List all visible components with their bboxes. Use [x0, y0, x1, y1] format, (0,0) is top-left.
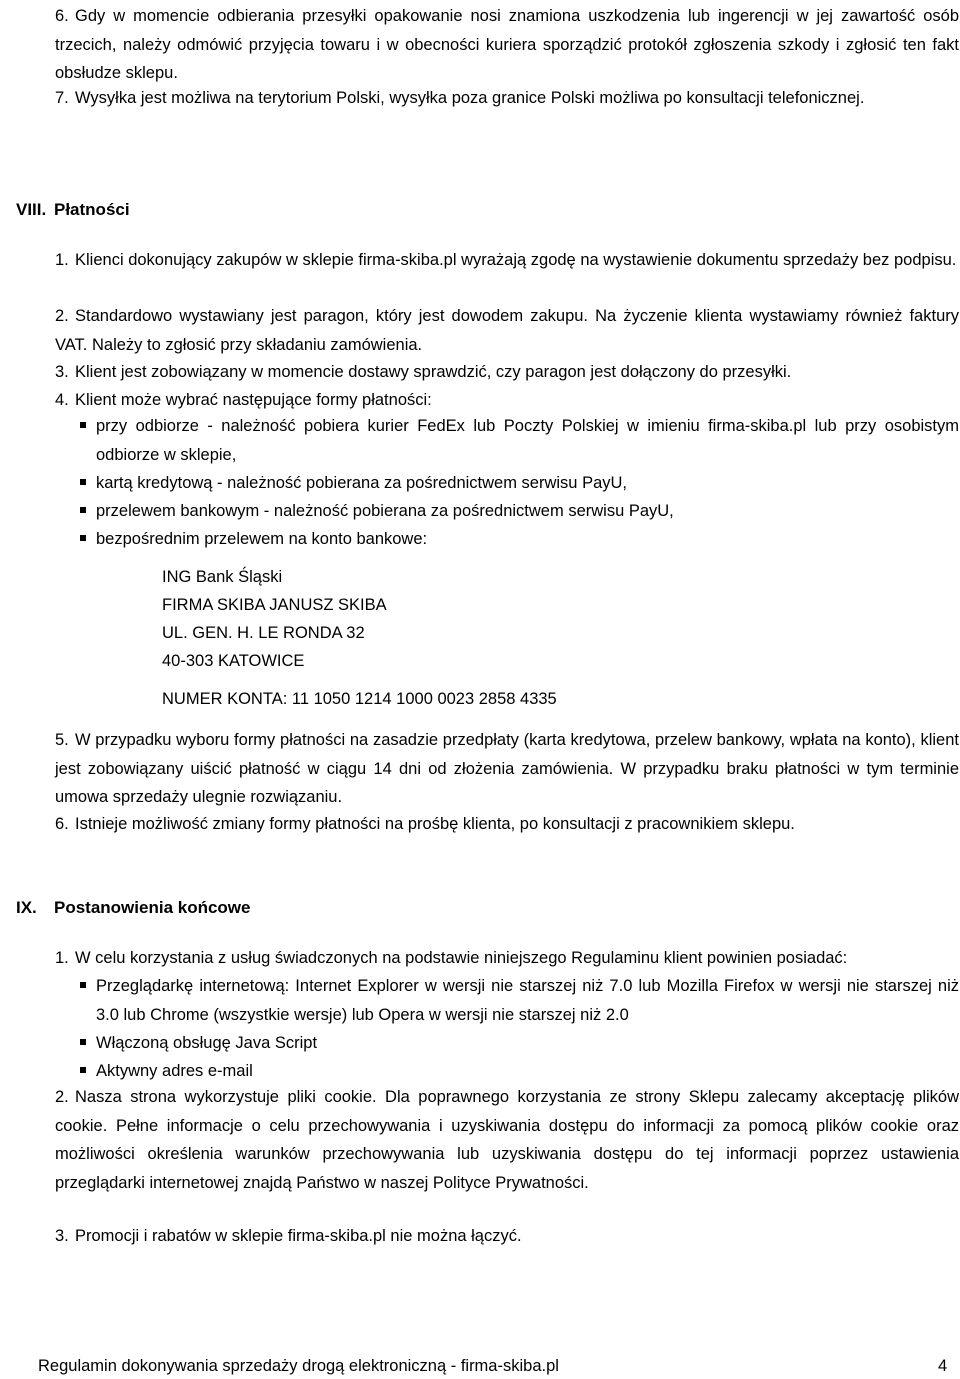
bullet-icon: [80, 479, 86, 485]
item-text: W celu korzystania z usług świadczonych na podstawie niniejszego Regulaminu klient powinien posiadać:: [75, 949, 848, 967]
bank-name: ING Bank Śląski: [162, 568, 283, 586]
payment-item-3: [55, 358, 959, 387]
item-number: 7.: [55, 89, 69, 107]
payment-option: przelewem bankowym - należność pobierana za pośrednictwem serwisu PayU,: [96, 502, 674, 520]
item-number: 1.: [55, 949, 69, 967]
footer-title: Regulamin dokonywania sprzedaży drogą elektroniczną - firma-skiba.pl: [38, 1357, 559, 1375]
item-number: 6.: [55, 7, 69, 25]
item-number: 2.: [55, 1088, 69, 1106]
bullet-icon: [80, 507, 86, 513]
bank-city: 40-303 KATOWICE: [162, 652, 305, 670]
bullet-icon: [80, 535, 86, 541]
payment-item-2: [55, 302, 959, 359]
item-text: Istnieje możliwość zmiany formy płatności na prośbę klienta, po konsultacji z pracownikiem sklepu.: [75, 815, 795, 833]
section-title: Postanowienia końcowe: [54, 898, 251, 917]
item-number: 1.: [55, 251, 69, 269]
page-number: 4: [938, 1357, 948, 1375]
requirement-item: Przeglądarkę internetową: Internet Explorer w wersji nie starszej niż 7.0 lub Mozilla Firefox w wersji nie starszej niż 3.0 lub Chrome (wszystkie wersje) lub Opera w wersji nie starszej niż 2.0: [96, 977, 959, 1024]
final-item-2: [55, 1083, 959, 1197]
item-number: 3.: [55, 1227, 69, 1245]
section-title: Płatności: [54, 200, 130, 219]
payment-option: kartą kredytową - należność pobierana za pośrednictwem serwisu PayU,: [96, 474, 627, 492]
payment-item-5: [55, 726, 959, 812]
item-text: Gdy w momencie odbierania przesyłki opakowanie nosi znamiona uszkodzenia lub ingerencji w jej zawartość osób trzecich, należy odmówić przyjęcia towaru i w obecności kuriera sporządzić protokół zgłoszenia szkody i zgłosić ten fakt obsłudze sklepu.: [55, 7, 959, 82]
account-number: NUMER KONTA: 11 1050 1214 1000 0023 2858 4335: [162, 690, 557, 708]
item-text: Wysyłka jest możliwa na terytorium Polski, wysyłka poza granice Polski możliwa po konsultacji telefonicznej.: [75, 89, 865, 107]
payment-item-1: [55, 246, 959, 275]
bullet-icon: [80, 422, 86, 428]
item-text: Promocji i rabatów w sklepie firma-skiba.pl nie można łączyć.: [75, 1227, 522, 1245]
item-number: 5.: [55, 731, 69, 749]
requirement-item: Włączoną obsługę Java Script: [96, 1034, 318, 1052]
payment-item-6: [55, 810, 959, 839]
requirement-item: Aktywny adres e-mail: [96, 1062, 253, 1080]
payment-option: przy odbiorze - należność pobiera kurier FedEx lub Poczty Polskiej w imieniu firma-skiba.pl lub przy osobistym odbiorze w sklepie,: [96, 417, 959, 464]
item-number: 2.: [55, 307, 69, 325]
item-number: 6.: [55, 815, 69, 833]
item-text: Klient może wybrać następujące formy płatności:: [75, 391, 432, 409]
item-number: 3.: [55, 363, 69, 381]
delivery-item-6: [55, 2, 959, 88]
bullet-icon: [80, 1039, 86, 1045]
item-text: Nasza strona wykorzystuje pliki cookie. Dla poprawnego korzystania ze strony Sklepu zalecamy akceptację plików cookie. Pełne informacje o celu przechowywania i uzyskiwania dostępu do informacji za pomocą plików cookie oraz możliwości określenia warunków przechowywania lub uzyskiwania dostępu do tej informacji poprzez ustawienia przeglądarki internetowej znajdą Państwo w naszej Polityce Prywatności.: [55, 1088, 959, 1192]
item-text: Klienci dokonujący zakupów w sklepie firma-skiba.pl wyrażają zgodę na wystawienie dokumentu sprzedaży bez podpisu.: [75, 251, 957, 269]
section-numeral: VIII.: [16, 200, 47, 219]
item-text: Klient jest zobowiązany w momencie dostawy sprawdzić, czy paragon jest dołączony do przesyłki.: [75, 363, 792, 381]
delivery-item-7: [55, 84, 959, 113]
bank-street: UL. GEN. H. LE RONDA 32: [162, 624, 365, 642]
item-number: 4.: [55, 391, 69, 409]
final-item-1: [55, 944, 959, 973]
item-text: W przypadku wyboru formy płatności na zasadzie przedpłaty (karta kredytowa, przelew bankowy, wpłata na konto), klient jest zobowiązany uiścić płatność w ciągu 14 dni od złożenia zamówienia. W przypadku braku płatności w tym terminie umowa sprzedaży ulegnie rozwiązaniu.: [55, 731, 959, 806]
item-text: Standardowo wystawiany jest paragon, który jest dowodem zakupu. Na życzenie klienta wystawiamy również faktury VAT. Należy to zgłosić przy składaniu zamówienia.: [55, 307, 959, 354]
account-holder: FIRMA SKIBA JANUSZ SKIBA: [162, 596, 387, 614]
bullet-icon: [80, 982, 86, 988]
bullet-icon: [80, 1067, 86, 1073]
final-item-3: [55, 1222, 959, 1251]
payment-option: bezpośrednim przelewem na konto bankowe:: [96, 530, 428, 548]
payment-item-4: [55, 386, 959, 415]
section-numeral: IX.: [16, 898, 37, 917]
